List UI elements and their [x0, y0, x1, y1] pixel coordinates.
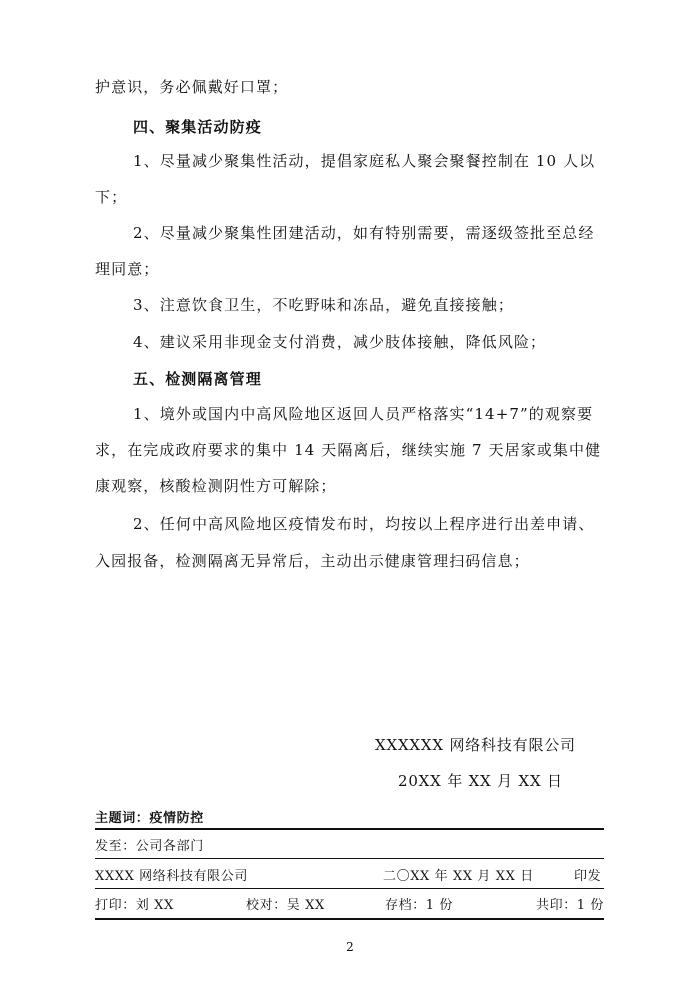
list-item-4-1-cont: 下； [95, 188, 128, 206]
list-item-4-3: 3、注意饮食卫生，不吃野味和冻品，避免直接接触； [133, 296, 514, 314]
recipients: 发至：公司各部门 [95, 839, 204, 854]
printer: 打印：刘 XX [95, 898, 174, 913]
body-line: 护意识，务必佩戴好口罩； [95, 78, 289, 96]
issuer: XXXX 网络科技有限公司 [95, 869, 248, 884]
footer-rule-bottom [95, 918, 604, 920]
footer-rule-top [95, 828, 604, 830]
list-item-5-1: 1、境外或国内中高风险地区返回人员严格落实“14+7”的观察要 [133, 405, 594, 423]
list-item-4-2: 2、尽量减少聚集性团建活动，如有特别需要，需逐级签批至总经 [133, 224, 595, 242]
footer-rule [95, 858, 604, 859]
issued-label: 印发 [574, 869, 602, 884]
list-item-4-1: 1、尽量减少聚集性活动，提倡家庭私人聚会聚餐控制在 10 人以 [133, 152, 596, 170]
signature-date: 20XX 年 XX 月 XX 日 [398, 772, 563, 790]
section-heading-4: 四、聚集活动防疫 [133, 118, 262, 136]
section-heading-5: 五、检测隔离管理 [133, 370, 262, 388]
list-item-5-2-cont: 入园报备，检测隔离无异常后，主动出示健康管理扫码信息； [95, 552, 530, 570]
signature-company: XXXXXX 网络科技有限公司 [375, 736, 576, 754]
print-total: 共印：1 份 [536, 898, 605, 913]
list-item-5-2: 2、任何中高风险地区疫情发布时，均按以上程序进行出差申请、 [133, 515, 595, 533]
page-number: 2 [346, 940, 354, 954]
proofreader: 校对：吴 XX [246, 898, 325, 913]
archive-count: 存档：1 份 [385, 898, 454, 913]
list-item-5-1-cont: 康观察，核酸检测阴性方可解除； [95, 477, 337, 495]
issue-date: 二〇XX 年 XX 月 XX 日 [383, 869, 534, 884]
footer-rule [95, 888, 604, 889]
list-item-5-1-cont: 求，在完成政府要求的集中 14 天隔离后，继续实施 7 天居家或集中健 [95, 441, 602, 459]
subject-keywords: 主题词：疫情防控 [95, 811, 204, 826]
list-item-4-2-cont: 理同意； [95, 260, 160, 278]
list-item-4-4: 4、建议采用非现金支付消费，减少肢体接触，降低风险； [133, 333, 547, 351]
